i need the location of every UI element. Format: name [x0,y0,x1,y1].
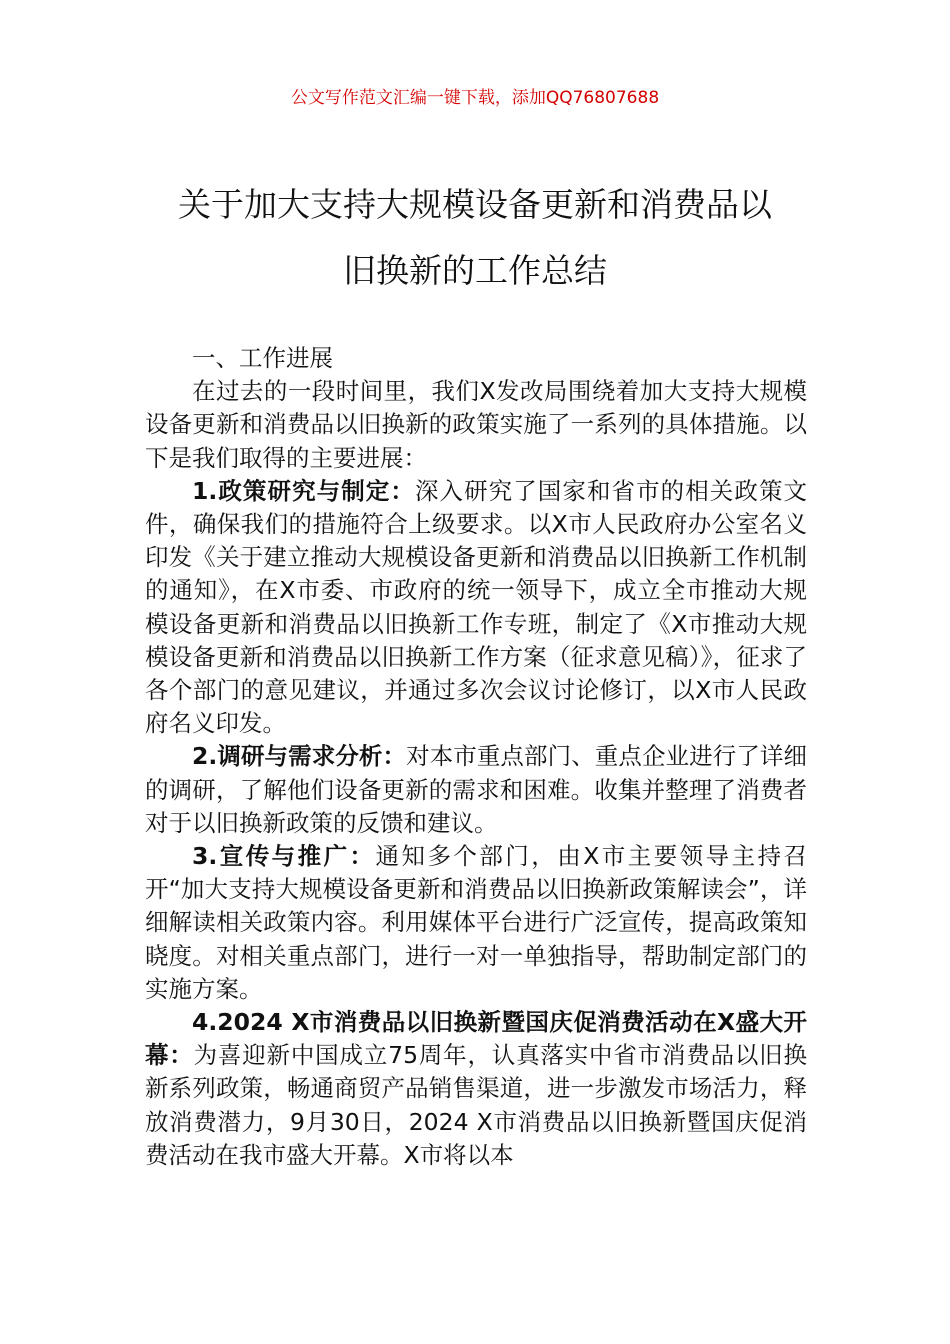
title-line-1: 关于加大支持大规模设备更新和消费品以 [178,185,772,224]
item-label: 3.宣传与推广： [192,842,376,871]
title-line-2: 旧换新的工作总结 [343,251,607,290]
section-heading: 一、工作进展 [192,344,333,372]
item-label: 4.2024 X市消费品以旧换新暨国庆促消费活动在X盛大开幕： [145,1008,807,1070]
list-item-event-opening [145,1006,807,1172]
item-label: 2.调研与需求分析： [192,742,407,771]
item-text: 通知多个部门，由X市主要领导主持召开“加大支持大规模设备更新和消费品以旧换新政策解读会”，详细解读相关政策内容。利用媒体平台进行广泛宣传，提高政策知晓度。对相关重点部门，进行一对一单独指导，帮助制定部门的实施方案。 [145,842,807,1003]
item-label: 1.政策研究与制定： [192,476,415,505]
download-notice: 公文写作范文汇编一键下载，添加QQ76807688 [290,88,660,108]
list-item-research-analysis [145,740,807,840]
document-body [145,342,807,1172]
item-text: 深入研究了国家和省市的相关政策文件，确保我们的措施符合上级要求。以X市人民政府办公室名义印发《关于建立推动大规模设备更新和消费品以旧换新工作机制的通知》，在X市委、市政府的统一领导下，成立全市推动大规模设备更新和消费品以旧换新工作专班，制定了《X市推动大规模设备更新和消费品以旧换新工作方案（征求意见稿）》，征求了各个部门的意见建议，并通过多次会议讨论修订，以X市人民政府名义印发。 [145,476,808,738]
document-title [120,172,830,304]
intro-paragraph: 在过去的一段时间里，我们X发改局围绕着加大支持大规模设备更新和消费品以旧换新的政策实施了一系列的具体措施。以下是我们取得的主要进展： [145,377,807,472]
item-text: 对本市重点部门、重点企业进行了详细的调研，了解他们设备更新的需求和困难。收集并整理了消费者对于以旧换新政策的反馈和建议。 [145,742,807,837]
item-text: 为喜迎新中国成立75周年，认真落实中省市消费品以旧换新系列政策，畅通商贸产品销售渠道，进一步激发市场活力，释放消费潜力，9月30日，2024 X市消费品以旧换新暨国庆促消费活动在我市盛大开幕。X市将以本 [145,1041,807,1169]
list-item-policy-research [145,475,807,741]
list-item-publicity [145,840,807,1006]
